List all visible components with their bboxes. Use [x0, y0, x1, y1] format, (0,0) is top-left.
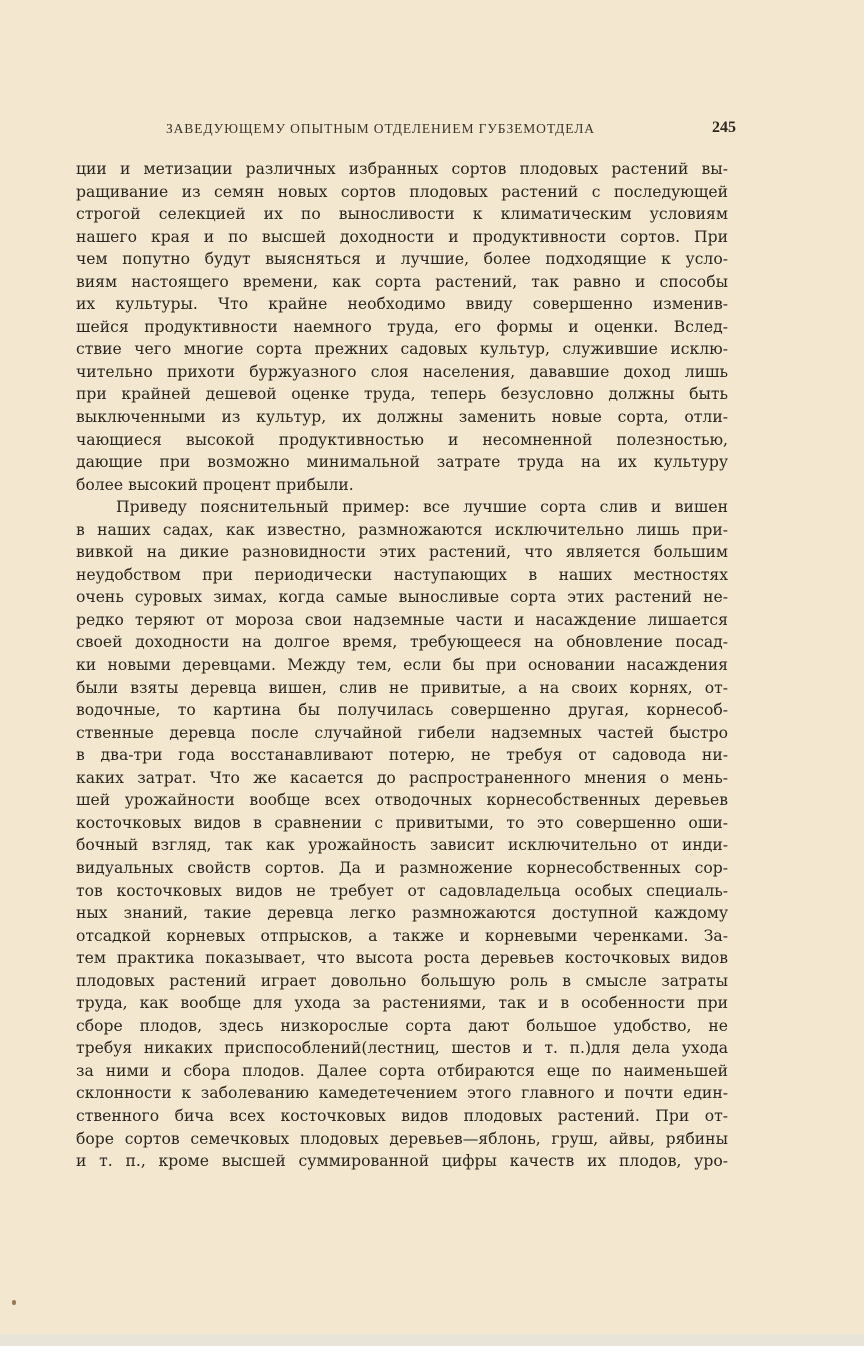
- text-line: плодовых растений играет довольно большую роль в смысле затраты: [76, 971, 728, 990]
- text-line: отсадкой корневых отпрысков, а также и корневыми черенками. За-: [76, 926, 728, 945]
- text-line: нашего края и по высшей доходности и продуктивности сортов. При: [76, 227, 728, 246]
- text-line: дающие при возможно минимальной затрате труда на их культуру: [76, 453, 728, 472]
- text-line: склонности к заболеванию камедетечением этого главного и почти един-: [76, 1084, 728, 1103]
- text-line: косточковых видов в сравнении с привитыми, то это совершенно оши-: [76, 813, 728, 832]
- text-line: ции и метизации различных избранных сортов плодовых растений вы-: [76, 160, 728, 178]
- text-line: сборе плодов, здесь низкорослые сорта дают большое удобство, не: [76, 1016, 728, 1035]
- text-line: своей доходности на долгое время, требующееся на обновление посад-: [76, 633, 728, 652]
- text-line: редко теряют от мороза свои надземные части и насаждение лишается: [76, 610, 728, 629]
- text-line: выключенными из культур, их должны заменить новые сорта, отли-: [76, 408, 728, 427]
- body-text: [76, 158, 728, 1173]
- text-line: тов косточковых видов не требует от садовладельца особых специаль-: [76, 881, 728, 900]
- text-line: неудобством при периодически наступающих в наших местностях: [76, 565, 728, 584]
- text-line: за ними и сбора плодов. Далее сорта отбираются еще по наименьшей: [76, 1061, 728, 1080]
- text-line: виям настоящего времени, как сорта растений, так равно и способы: [76, 272, 728, 291]
- text-line: чем попутно будут выясняться и лучшие, более подходящие к усло-: [76, 250, 728, 269]
- text-line: ки новыми деревцами. Между тем, если бы при основании насаждения: [76, 656, 728, 675]
- text-line: ствие чего многие сорта прежних садовых культур, служившие исклю-: [76, 340, 728, 359]
- running-title: ЗАВЕДУЮЩЕМУ ОПЫТНЫМ ОТДЕЛЕНИЕМ ГУБЗЕМОТДЕЛА: [166, 121, 595, 136]
- page-number: 245: [712, 119, 736, 136]
- paragraph-end-line: более высокий процент прибыли.: [76, 475, 354, 494]
- text-line: требуя никаких приспособлений(лестниц, шестов и т. п.)для дела ухода: [76, 1039, 728, 1058]
- text-line: ных знаний, такие деревца легко размножаются доступной каждому: [76, 904, 728, 923]
- text-line: тем практика показывает, что высота роста деревьев косточковых видов: [76, 949, 728, 968]
- text-line: каких затрат. Что же касается до распространенного мнения о мень-: [76, 768, 728, 787]
- text-line: были взяты деревца вишен, слив не привитые, а на своих корнях, от-: [76, 678, 728, 697]
- text-line: труда, как вообще для ухода за растениями, так и в особенности при: [76, 994, 728, 1013]
- text-line: чающиеся высокой продуктивностью и несомненной полезностью,: [76, 430, 728, 449]
- text-line: ращивание из семян новых сортов плодовых растений с последующей: [76, 182, 728, 201]
- paragraph-start-line: Приведу пояснительный пример: все лучшие сорта слив и вишен: [116, 498, 728, 517]
- text-line: и т. п., кроме высшей суммированной цифры качеств их плодов, уро-: [76, 1152, 728, 1171]
- text-line: в два-три года восстанавливают потерю, не требуя от садовода ни-: [76, 746, 728, 765]
- text-line: чительно прихоти буржуазного слоя населения, дававшие доход лишь: [76, 362, 728, 381]
- text-line: очень суровых зимах, когда самые выносливые сорта этих растений не-: [76, 588, 728, 607]
- text-line: бочный взгляд, так как урожайность зависит исключительно от инди-: [76, 836, 728, 855]
- text-line: их культуры. Что крайне необходимо ввиду совершенно изменив-: [76, 295, 728, 314]
- scan-bottom-edge: [0, 1334, 864, 1346]
- running-header: [76, 121, 736, 141]
- text-line: видуальных свойств сортов. Да и размножение корнесобственных сор-: [76, 858, 728, 877]
- text-line: строгой селекцией их по выносливости к климатическим условиям: [76, 205, 728, 224]
- text-line: при крайней дешевой оценке труда, теперь безусловно должны быть: [76, 385, 728, 404]
- text-line: водочные, то картина бы получилась совершенно другая, корнесоб-: [76, 701, 728, 720]
- text-line: шейся продуктивности наемного труда, его формы и оценки. Вслед-: [76, 317, 728, 336]
- text-line: ственного бича всех косточковых видов плодовых растений. При от-: [76, 1106, 728, 1125]
- margin-ink-speck: [12, 1300, 16, 1305]
- text-line: ственные деревца после случайной гибели надземных частей быстро: [76, 723, 728, 742]
- text-line: боре сортов семечковых плодовых деревьев—яблонь, груш, айвы, рябины: [76, 1129, 728, 1148]
- text-line: в наших садах, как известно, размножаются исключительно лишь при-: [76, 520, 728, 539]
- text-line: шей урожайности вообще всех отводочных корнесобственных деревьев: [76, 791, 728, 810]
- text-line: вивкой на дикие разновидности этих растений, что является большим: [76, 543, 728, 562]
